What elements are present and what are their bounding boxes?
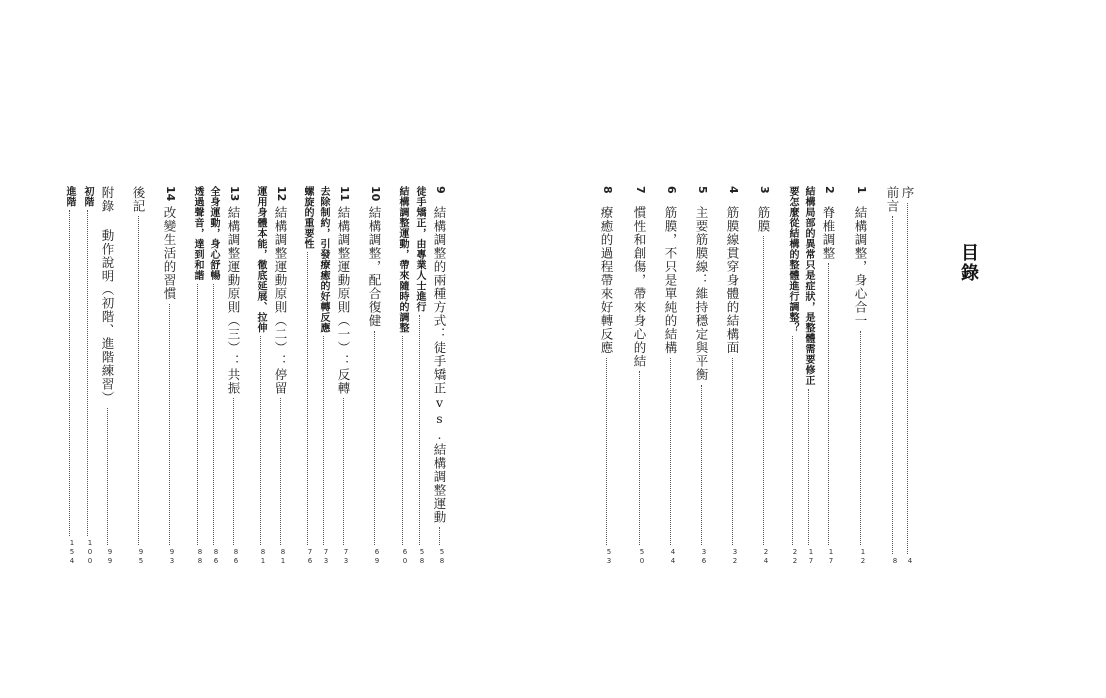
entry-title: 全身運動，身心舒暢 xyxy=(208,186,219,281)
toc-entry xyxy=(132,186,145,566)
page-number: 93 xyxy=(168,548,176,566)
toc-entry xyxy=(163,186,176,566)
page-number: 60 xyxy=(401,548,409,566)
dot-leader xyxy=(701,385,702,546)
entry-title: 後記 xyxy=(131,186,146,213)
dot-leader xyxy=(808,389,809,546)
chapter-number: 4 xyxy=(727,186,740,194)
toc-subentry xyxy=(81,186,94,566)
chapter-number: 3 xyxy=(758,186,771,194)
entry-title: 慣性和創傷，帶來身心的結 xyxy=(632,206,647,368)
toc-entry xyxy=(757,186,770,566)
page-number: 73 xyxy=(342,548,350,566)
entry-title: 前言 xyxy=(885,186,900,213)
page-number: 86 xyxy=(212,548,220,566)
chapter-number: 2 xyxy=(823,186,836,194)
dot-leader xyxy=(419,315,420,545)
toc-entry xyxy=(337,186,350,566)
entry-title: 去除制約，引發療癒的好轉反應 xyxy=(318,186,329,333)
page-number: 73 xyxy=(322,548,330,566)
toc-subentry xyxy=(786,186,799,566)
chapter-number: 9 xyxy=(434,186,447,194)
page-number: 4 xyxy=(906,557,914,566)
toc-subentry xyxy=(396,186,409,566)
dot-leader xyxy=(907,203,908,555)
page-number: 76 xyxy=(306,548,314,566)
toc-heading: 目錄 xyxy=(958,243,979,283)
chapter-number: 6 xyxy=(665,186,678,194)
entry-title: 筋膜 xyxy=(756,206,771,233)
page-number: 86 xyxy=(232,548,240,566)
dot-leader xyxy=(374,331,375,546)
toc-entry xyxy=(368,186,381,566)
toc-subentry xyxy=(207,186,220,566)
dot-leader xyxy=(280,398,281,545)
dot-leader xyxy=(639,371,640,545)
toc-subentry xyxy=(802,186,815,566)
page-number: 88 xyxy=(196,548,204,566)
page-number: 81 xyxy=(279,548,287,566)
toc-subentry xyxy=(301,186,314,566)
page-number: 8 xyxy=(891,557,899,566)
entry-title: 脊椎調整 xyxy=(821,206,836,260)
entry-title: 結構調整運動原則（二）：停留 xyxy=(273,206,288,395)
toc-subentry xyxy=(191,186,204,566)
entry-title: 主要筋膜線：維持穩定與平衡 xyxy=(694,206,709,382)
entry-title: 改變生活的習慣 xyxy=(162,206,177,301)
dot-leader xyxy=(343,398,344,545)
dot-leader xyxy=(213,284,214,546)
page-number: 154 xyxy=(68,539,76,566)
toc-subentry xyxy=(63,186,76,566)
toc-subentry xyxy=(413,186,426,566)
page-number: 53 xyxy=(605,548,613,566)
entry-title: 結構調整，配合復健 xyxy=(367,206,382,328)
toc-entry xyxy=(901,186,914,566)
page-number: 44 xyxy=(669,548,677,566)
chapter-number: 1 xyxy=(855,186,868,194)
dot-leader xyxy=(260,336,261,545)
entry-title: 進階 xyxy=(64,186,75,207)
toc-entry xyxy=(600,186,613,566)
page-number: 81 xyxy=(259,548,267,566)
page-number: 58 xyxy=(418,548,426,566)
entry-title: 初階 xyxy=(82,186,93,207)
entry-title: 筋膜線貫穿身體的結構面 xyxy=(725,206,740,355)
page-number: 32 xyxy=(731,548,739,566)
page-number: 17 xyxy=(827,548,835,566)
page-number: 100 xyxy=(86,539,94,566)
page-number: 36 xyxy=(700,548,708,566)
entry-title: 結構局部的異常只是症狀，是整體需要修正 xyxy=(803,186,814,386)
page-number: 99 xyxy=(106,548,114,566)
toc-entry xyxy=(886,186,899,566)
chapter-number: 12 xyxy=(275,186,288,202)
entry-title: 筋膜，不只是單純的結構 xyxy=(663,206,678,355)
dot-leader xyxy=(892,216,893,554)
entry-title: 結構調整運動，帶來隨時的調整 xyxy=(397,186,408,333)
dot-leader xyxy=(606,358,607,546)
page-number: 24 xyxy=(762,548,770,566)
entry-title: 附錄 動作說明（初階、進階練習） xyxy=(100,186,115,405)
chapter-number: 5 xyxy=(696,186,709,194)
page-number: 95 xyxy=(137,548,145,566)
toc-entry xyxy=(101,186,114,566)
dot-leader xyxy=(732,358,733,546)
dot-leader xyxy=(307,252,308,545)
dot-leader xyxy=(763,236,764,545)
toc-entry xyxy=(227,186,240,566)
toc-subentry xyxy=(254,186,267,566)
entry-title: 療癒的過程帶來好轉反應 xyxy=(599,206,614,355)
dot-leader xyxy=(69,210,70,536)
dot-leader xyxy=(323,336,324,545)
page-number: 58 xyxy=(438,548,446,566)
dot-leader xyxy=(670,358,671,546)
entry-title: 透過聲音，達到和諧 xyxy=(192,186,203,281)
toc-entry xyxy=(822,186,835,566)
entry-title: 結構調整，身心合一 xyxy=(853,206,868,328)
dot-leader xyxy=(169,304,170,546)
page-number: 12 xyxy=(859,548,867,566)
page-number: 69 xyxy=(373,548,381,566)
toc-subentry xyxy=(317,186,330,566)
dot-leader xyxy=(87,210,88,536)
dot-leader xyxy=(439,527,440,545)
entry-title: 結構調整運動原則（一）：反轉 xyxy=(336,206,351,395)
chapter-number: 14 xyxy=(164,186,177,202)
page-number: 17 xyxy=(807,548,815,566)
chapter-number: 10 xyxy=(369,186,382,202)
entry-title: 結構調整的兩種方式：徒手矯正vs.結構調整運動 xyxy=(432,206,447,524)
toc-entry xyxy=(433,186,446,566)
chapter-number: 11 xyxy=(338,186,351,202)
page-number: 50 xyxy=(638,548,646,566)
dot-leader xyxy=(860,331,861,546)
toc-entry xyxy=(633,186,646,566)
dot-leader xyxy=(402,336,403,545)
dot-leader xyxy=(792,336,793,545)
chapter-number: 13 xyxy=(228,186,241,202)
dot-leader xyxy=(107,408,108,546)
chapter-number: 7 xyxy=(634,186,647,194)
entry-title: 要怎麼從結構的整體進行調整？ xyxy=(787,186,798,333)
dot-leader xyxy=(233,398,234,545)
chapter-number: 8 xyxy=(601,186,614,194)
entry-title: 運用身體本能，徹底延展、拉伸 xyxy=(255,186,266,333)
entry-title: 結構調整運動原則（三）：共振 xyxy=(226,206,241,395)
entry-title: 序 xyxy=(900,186,915,200)
toc-entry xyxy=(274,186,287,566)
entry-title: 徒手矯正，由專業人士進行 xyxy=(414,186,425,312)
toc-entry xyxy=(854,186,867,566)
dot-leader xyxy=(828,263,829,545)
dot-leader xyxy=(138,216,139,545)
page-number: 22 xyxy=(791,548,799,566)
entry-title: 螺旋的重要性 xyxy=(302,186,313,249)
dot-leader xyxy=(197,284,198,546)
toc-entry xyxy=(726,186,739,566)
toc-entry xyxy=(695,186,708,566)
toc-entry xyxy=(664,186,677,566)
